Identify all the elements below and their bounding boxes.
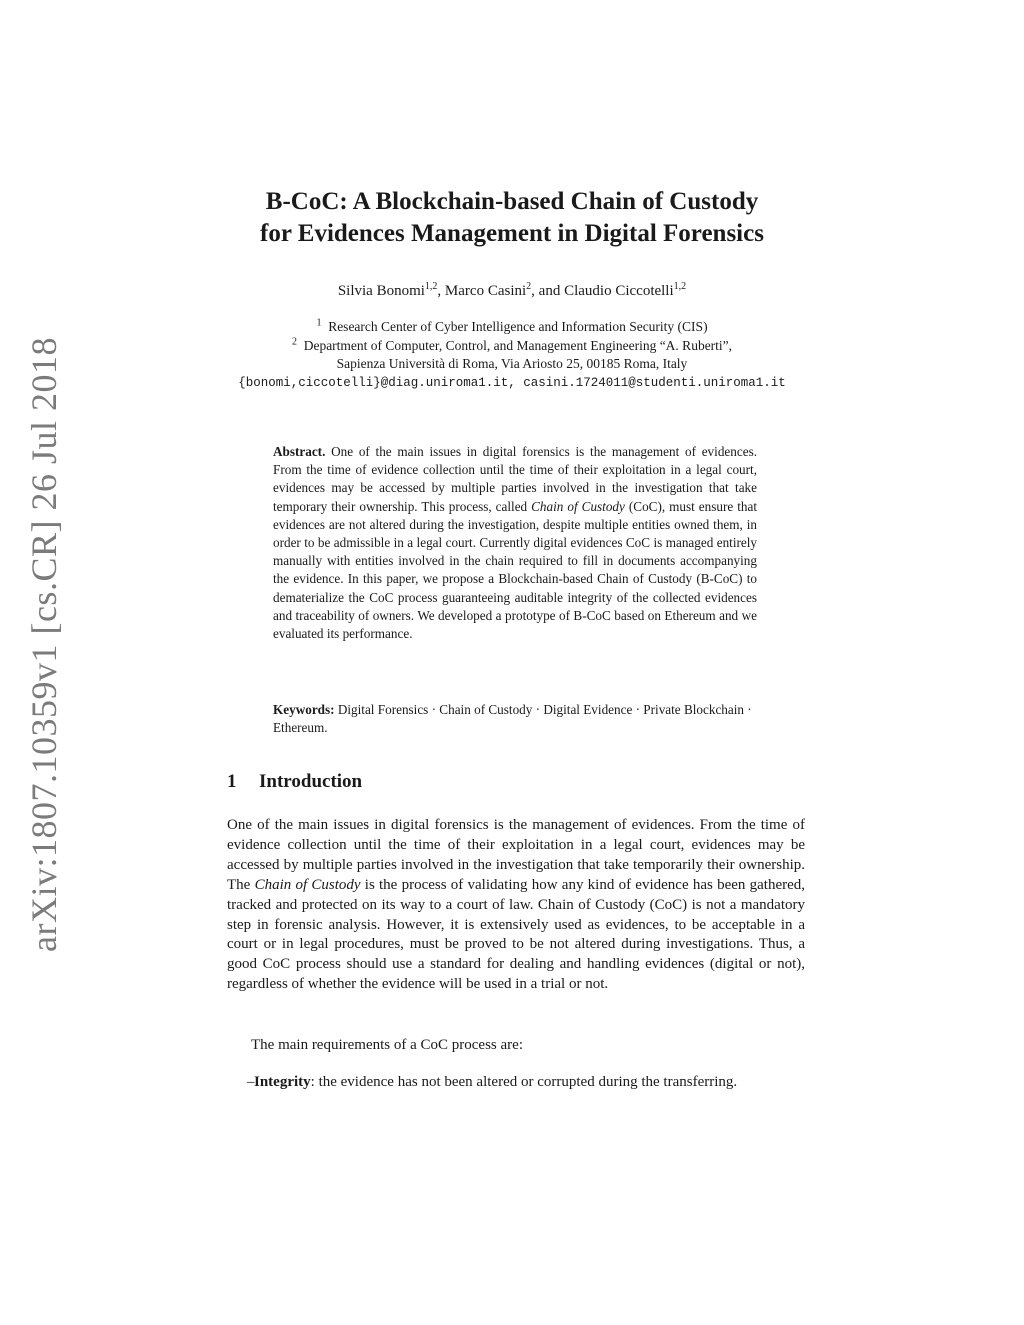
section-heading-introduction xyxy=(227,771,362,793)
keywords-label: Keywords: xyxy=(273,702,335,717)
section-number: 1 xyxy=(227,771,237,792)
keywords xyxy=(273,701,757,737)
section-title: Introduction xyxy=(259,771,363,792)
abstract xyxy=(273,443,757,643)
author-affiliation-mark: 2 xyxy=(526,281,532,292)
abstract-label: Abstract. xyxy=(273,444,326,459)
title-line-2: for Evidences Management in Digital Forensics xyxy=(260,220,764,247)
list-item-term: Integrity xyxy=(254,1074,311,1090)
affiliation-number: 2 xyxy=(291,336,297,347)
author-list: Silvia Bonomi$^{1,2}$, Marco Casini$^2$, and Claudio Ciccotelli$^{1,2}$ xyxy=(337,281,687,299)
keywords-text: Digital Forensics · Chain of Custody · Digital Evidence · Private Blockchain · Ethereum. xyxy=(273,702,752,736)
intro-paragraph-1 xyxy=(227,816,805,995)
affiliations xyxy=(0,318,1024,392)
list-item-text: : the evidence has not been altered or corrupted during the transferring. xyxy=(310,1074,738,1090)
author-name: Marco Casini xyxy=(444,283,527,299)
affiliation-text: Department of Computer, Control, and Management Engineering “A. Ruberti”, xyxy=(303,337,733,353)
author-emails: {bonomi,ciccotelli}@diag.uniroma1.it, casini.1724011@studenti.uniroma1.it xyxy=(238,375,786,390)
paragraph-text: is the process of validating how any kind of evidence has been gathered, tracked and protected on its way to a court of law. Chain of Custody (CoC) is not a mandatory step in forensic analysis. However, it is extensively used as evidences, to be acceptable in a court or in legal procedures, must be proved to be not altered during investigations. Thus, a good CoC process should use a standard for dealing and handling evidences (digital or not), regardless of whether the evidence will be used in a trial or not. xyxy=(227,876,805,993)
abstract-text-a: One of the main issues in digital forensics is the management of evidences. From the time of evidence collection until the time of their exploitation in a legal court, evidences may be accessed by multiple parties involved in the investigation that take temporary their ownership. This process, called xyxy=(273,444,757,514)
title-line-1: B-CoC: A Blockchain-based Chain of Custody xyxy=(265,188,759,215)
author-name: Silvia Bonomi xyxy=(337,283,425,299)
italic-term: Chain of Custody xyxy=(254,876,361,893)
affiliation-number: 1 xyxy=(316,317,322,329)
affiliation-text: Research Center of Cyber Intelligence and Information Security (CIS) xyxy=(328,319,708,334)
arxiv-identifier-stamp: arXiv:1807.10359v1 [cs.CR] 26 Jul 2018 xyxy=(24,337,64,952)
abstract-italic-term: Chain of Custody xyxy=(531,498,625,514)
author-name: Claudio Ciccotelli xyxy=(564,283,674,299)
list-item-content xyxy=(254,1073,805,1093)
abstract-text-b: (CoC), must ensure that evidences are not altered during the investigation, despite multiple entities owned them, in order to be admissible in a legal court. Currently digital evidences CoC is managed entirely manually with entities involved in the chain required to fill in documents accompanying the evidence. In this paper, we propose a Blockchain-based Chain of Custody (B-CoC) to dematerialize the CoC process guaranteeing auditable integrity of the collected evidences and traceability of owners. We developed a prototype of B-CoC based on Ethereum and we evaluated its performance. xyxy=(273,498,757,642)
intro-paragraph-2: The main requirements of a CoC process are: xyxy=(251,1037,523,1053)
list-item xyxy=(227,1073,805,1093)
affiliation-1 xyxy=(0,318,1024,337)
bullet-dash: – xyxy=(247,1074,255,1090)
affiliation-2 xyxy=(0,337,1024,356)
affiliation-address: Sapienza Università di Roma, Via Ariosto 25, 00185 Roma, Italy xyxy=(336,356,688,371)
paper-title xyxy=(0,186,1024,250)
author-affiliation-mark: 1,2 xyxy=(673,281,687,292)
author-affiliation-mark: 1,2 xyxy=(424,281,438,292)
paragraph-text: One of the main issues in digital forensics is the management of evidences. From the time of evidence collection until the time of their exploitation in a legal court, evidences may be accessed by multiple parties involved in the investigation that take temporarily their ownership. The xyxy=(227,817,805,893)
